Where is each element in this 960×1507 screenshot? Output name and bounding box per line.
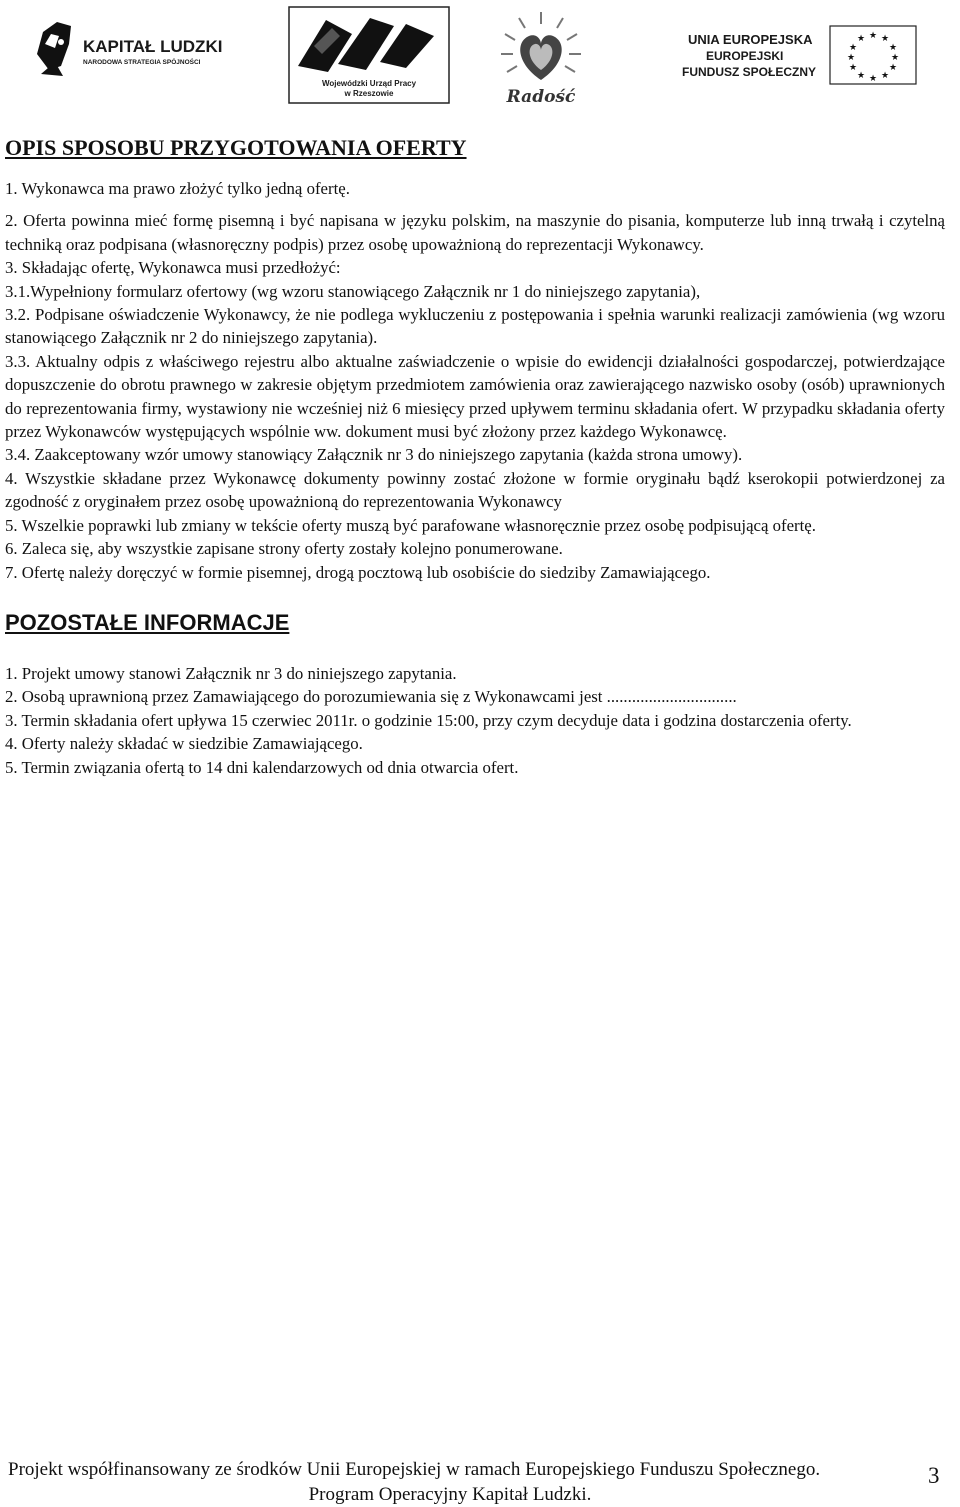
section1-item-1: 1. Wykonawca ma prawo złożyć tylko jedną ofertę. [5,179,350,198]
page-number: 3 [928,1463,940,1488]
section1-item-6: 6. Zaleca się, aby wszystkie zapisane strony oferty zostały kolejno ponumerowane. [5,539,563,559]
document-body [5,133,945,779]
svg-text:★: ★ [888,43,898,53]
section-title-opis: OPIS SPOSOBU PRZYGOTOWANIA OFERTY [5,135,467,160]
section1-item-3-2: 3.2. Podpisane oświadczenie Wykonawcy, że nie podlega wykluczeniu z postępowania i spełnia warunki realizacji zamówienia (wg wzoru stanowiącego Załącznik nr 2 do niniejszego zapytania). [5,305,945,348]
section1-item-5: 5. Wszelkie poprawki lub zmiany w tekście oferty muszą być parafowane własnoręcznie przez osobę podpisującą ofertę. [5,515,816,535]
radosc-wordmark: Radość [506,87,576,106]
section1-item-3-3: 3.3. Aktualny odpis z właściwego rejestru albo aktualne zaświadczenie o wpisie do ewidencji działalności gospodarczej, potwierdzające dopuszczenie do obrotu prawnego w zakresie objętym przedmiotem zamówienia oraz zawierającego nazwisko osoby (osób) uprawnionych do reprezentowania firmy, wystawiony nie wcześniej niż 6 miesięcy przed upływem terminu składania ofert. W przypadku składania oferty przez Wykonawców występujących wspólnie ww. dokument musi być złożony przez każdego Wykonawcę. [5,351,945,442]
kapital-ludzki-subtitle: NARODOWA STRATEGIA SPÓJNOŚCI [83,59,201,66]
section2-item-5: 5. Termin związania ofertą to 14 dni kalendarzowych od dnia otwarcia ofert. [5,757,519,777]
wup-emblem-icon [288,6,450,104]
section-title-pozostale: POZOSTAŁE INFORMACJE [5,609,290,635]
svg-text:★: ★ [848,43,858,53]
kapital-ludzki-emblem-icon [35,14,235,84]
svg-text:★: ★ [868,74,878,84]
section1-item-3: 3. Składając ofertę, Wykonawca musi przedłożyć: [5,258,341,278]
svg-text:★: ★ [880,34,890,44]
wup-rzeszow-logo [288,6,450,104]
section1-item-3-1: 3.1.Wypełniony formularz ofertowy (wg wzoru stanowiącego Załącznik nr 1 do niniejszego zapytania), [5,281,701,301]
section1-item-3-4: 3.4. Zaakceptowany wzór umowy stanowiący Załącznik nr 3 do niniejszego zapytania (każda strona umowy). [5,445,743,465]
svg-text:★: ★ [890,53,900,63]
wup-title: Wojewódzki Urząd Pracy [321,79,417,88]
section1-item-2: 2. Oferta powinna mieć formę pisemną i być napisana w języku polskim, na maszynie do pisania, komputerze lub inną trwałą i czytelną techniką oraz podpisana (własnoręczny podpis) przez osobę upoważnioną do reprezentacji Wykonawcy. [5,211,945,254]
radosc-logo [497,8,585,106]
kapital-ludzki-title: KAPITAŁ LUDZKI [83,37,223,56]
eu-flag-icon [680,24,920,86]
section2-item-3: 3. Termin składania ofert upływa 15 czerwiec 2011r. o godzinie 15:00, przy czym decyduje data i godzina dostarczenia oferty. [5,710,852,730]
section2-item-2: 2. Osobą uprawnioną przez Zamawiającego do porozumiewania się z Wykonawcami jest ............................... [5,687,737,707]
svg-text:★: ★ [868,31,878,41]
header-logos [0,0,960,115]
footer-line-1: Projekt współfinansowany ze środków Unii Europejskiej w ramach Europejskiego Funduszu Społecznego. [8,1459,821,1480]
svg-text:★: ★ [880,71,890,81]
svg-text:★: ★ [888,63,898,73]
eu-line2: EUROPEJSKI [706,49,784,63]
section1-item-4: 4. Wszystkie składane przez Wykonawcę dokumenty powinny zostać złożone w formie oryginału bądź kserokopii potwierdzonej za zgodność z oryginałem przez osobę upoważnioną do reprezentowania Wykonawcy [5,468,945,512]
section1-item-7: 7. Ofertę należy doręczyć w formie pisemnej, drogą pocztową lub osobiście do siedziby Zamawiającego. [5,562,711,582]
eu-title: UNIA EUROPEJSKA [688,32,813,47]
svg-text:★: ★ [846,53,856,63]
svg-text:★: ★ [856,34,866,44]
svg-text:★: ★ [856,71,866,81]
radosc-sun-heart-icon [497,8,585,106]
svg-text:★: ★ [848,63,858,73]
section2-item-4: 4. Oferty należy składać w siedzibie Zamawiającego. [5,734,363,754]
section2-item-1: 1. Projekt umowy stanowi Załącznik nr 3 do niniejszego zapytania. [5,663,457,683]
wup-subtitle: w Rzeszowie [344,89,394,98]
eu-line3: FUNDUSZ SPOŁECZNY [682,65,817,79]
footer-line-2: Program Operacyjny Kapitał Ludzki. [308,1484,592,1505]
eu-efs-logo [680,24,920,86]
kapital-ludzki-logo [35,14,235,84]
